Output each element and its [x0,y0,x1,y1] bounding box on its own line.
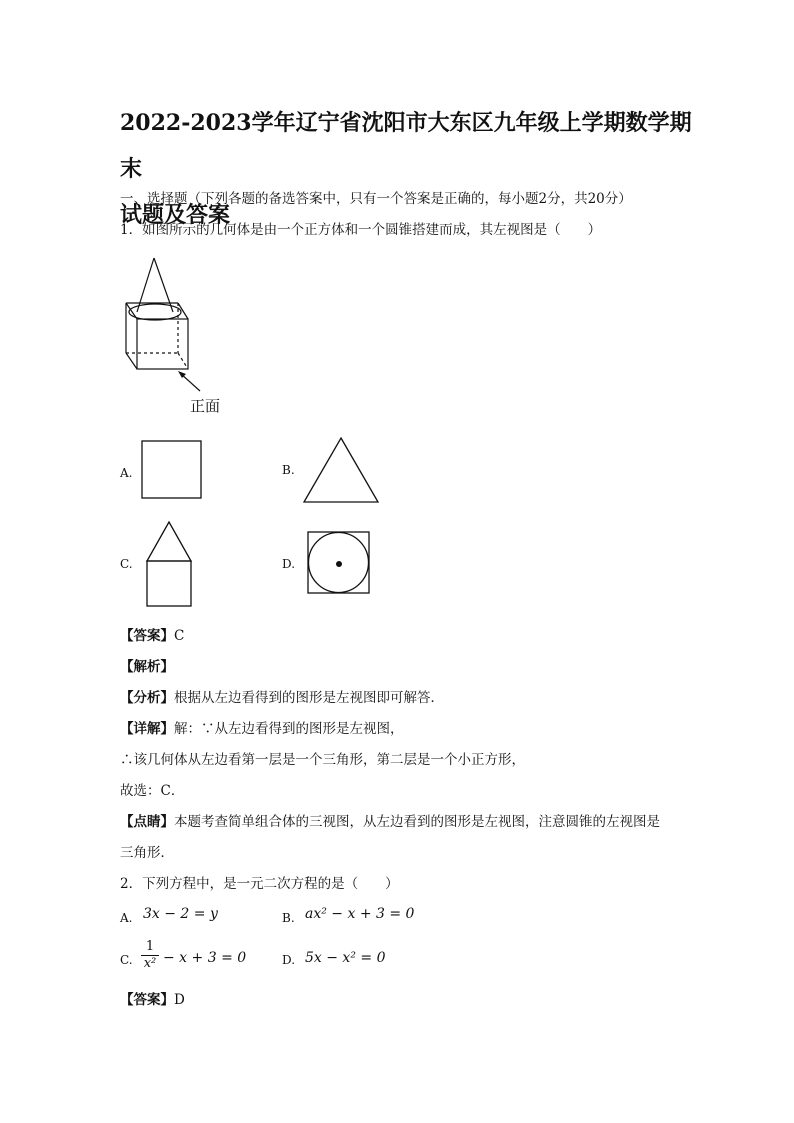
q1-analysis-tag: 【解析】 [120,659,174,675]
q2-option-b-label: B. [282,911,295,925]
q2-option-c-rest: − x + 3 = 0 [163,950,247,966]
q1-option-d-label: D. [282,557,296,571]
q2-option-b-equation: ax² − x + 3 = 0 [305,906,415,922]
q1-fenxi-tag: 【分析】 [120,690,174,706]
q1-option-c-label: C. [120,557,133,571]
q1-option-b-label: B. [282,463,295,477]
q1-answer-tag: 【答案】 [120,628,174,644]
q1-xiangjie-tag: 【详解】 [120,721,174,737]
q1-solid-figure [120,255,260,420]
q1-answer-value: C [174,628,185,644]
q1-option-d-circle-in-square [307,531,371,595]
title-line-2: 试题及答案 [120,202,231,228]
q1-dianjing [120,810,660,830]
q2-answer-value: D [174,992,185,1008]
q1-dianjing-text: 本题考查简单组合体的三视图，从左边看到的图形是左视图，注意圆锥的左视图是 [174,814,660,830]
q2-answer-tag: 【答案】 [120,992,174,1008]
figure-label-front: 正面 [190,397,221,415]
q1-option-c-house [146,521,194,608]
q1-fenxi [120,686,444,706]
q1-fenxi-text: 根据从左边看得到的图形是左视图即可解答． [174,690,444,706]
question-2-stem: 2．下列方程中，是一元二次方程的是（ ） [120,876,399,892]
q2-option-c-numerator: 1 [145,939,155,954]
q1-choose-line: 故选：C． [120,783,185,799]
q1-option-a-square [141,440,203,500]
question-1-stem: 1．如图所示的几何体是由一个正方体和一个圆锥搭建而成，其左视图是（ ） [120,222,602,238]
q2-option-a-equation: 3x − 2 = y [143,906,218,922]
q1-answer [120,624,184,644]
q1-option-b-triangle [302,437,380,504]
q1-therefore-line: ∴该几何体从左边看第一层是一个三角形，第二层是一个小正方形， [120,752,525,768]
q2-option-d-label: D. [282,953,296,967]
section-heading: 一、选择题（下列各题的备选答案中，只有一个答案是正确的，每小题2分，共20分） [120,191,632,207]
q1-option-a-label: A. [120,466,133,480]
q1-dianjing-tag: 【点睛】 [120,814,174,830]
q2-option-a-label: A. [120,911,133,925]
q1-xiangjie [120,717,404,737]
q2-answer [120,988,185,1008]
q2-option-c-fraction [141,940,159,971]
title-line-1: 2022-2023学年辽宁省沈阳市大东区九年级上学期数学期末 [120,110,692,182]
q2-option-c-label: C. [120,953,133,967]
q2-option-d-equation: 5x − x² = 0 [305,950,386,966]
q1-xiangjie-text: 解：∵从左边看得到的图形是左视图， [174,721,404,737]
q2-option-c-denominator: x² [143,956,157,971]
q1-dianjing-continued: 三角形． [120,845,174,861]
